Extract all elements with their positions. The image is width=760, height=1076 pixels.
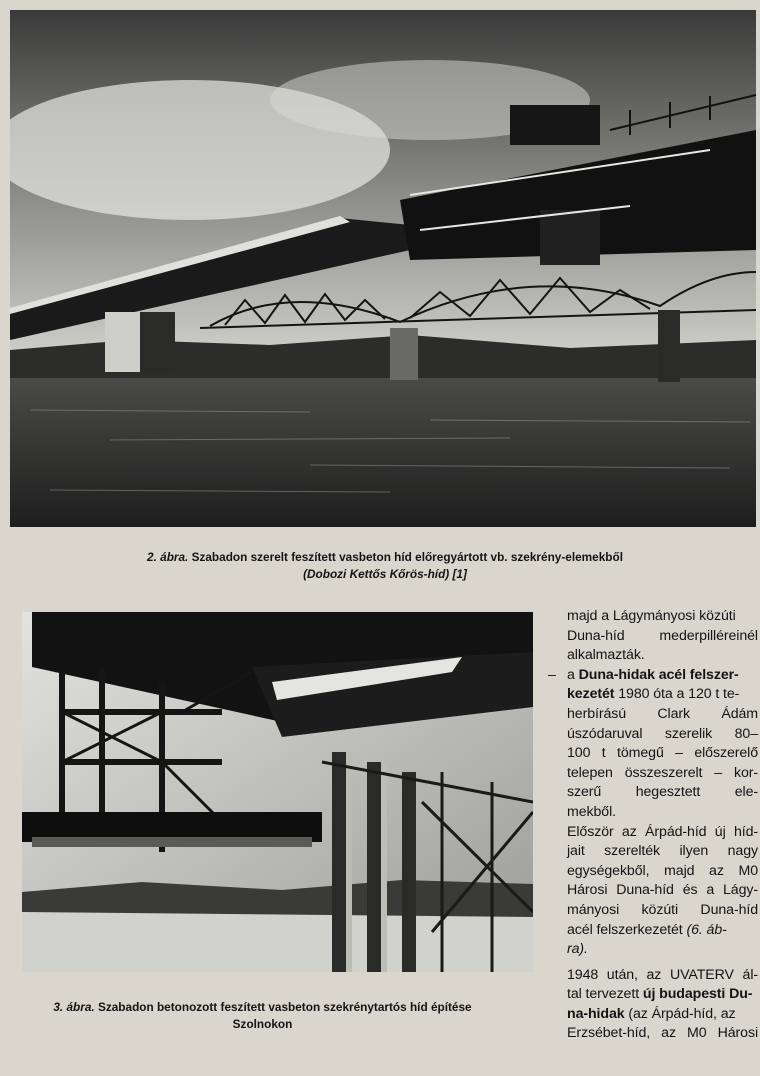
text-line: szerű hegesztett ele- <box>567 784 758 801</box>
text-line: majd a Lágymányosi közúti <box>567 608 736 624</box>
text-line: herbírású Clark Ádám <box>567 705 758 722</box>
text-line <box>540 1005 758 1025</box>
body-text-column <box>540 607 758 1044</box>
figure-2-caption-line1: Szabadon szerelt feszített vasbeton híd előregyártott vb. szekrény-elemekből <box>191 550 623 564</box>
bridge-photo-illustration <box>10 10 756 527</box>
construction-photo-illustration <box>22 612 533 972</box>
text-line: jait szerelték ilyen nagy <box>567 843 758 860</box>
figure-3-caption-line2: Szolnokon <box>232 1017 293 1031</box>
text-line: 100 t tömegű – előszerelő <box>567 745 758 762</box>
text-line: alkalmazták. <box>567 647 645 664</box>
text-fragment: acél felszerkezetét <box>567 921 687 938</box>
text-fragment: (az Árpád-híd, az <box>624 1005 736 1022</box>
figure-reference: ra). <box>567 941 588 958</box>
text-line: Hárosi Duna-híd és a Lágy- <box>567 882 758 899</box>
figure-3-photo <box>22 612 533 972</box>
list-item <box>540 666 758 686</box>
text-line: mekből. <box>567 803 616 820</box>
figure-3-caption-line1: Szabadon betonozott feszített vasbeton szekrénytartós híd építése <box>97 1000 472 1014</box>
text-line: Duna-híd mederpilléreinél <box>567 627 758 644</box>
figure-reference: (6. áb- <box>686 921 727 938</box>
list-dash: – <box>548 666 556 683</box>
figure-2-number: 2. ábra. <box>147 550 189 564</box>
text-fragment: a <box>567 666 579 683</box>
text-fragment: tal tervezett <box>567 986 643 1003</box>
text-line: telepen összeszerelt – kor- <box>567 764 758 781</box>
text-line: 1948 után, az UVATERV ál- <box>567 966 758 983</box>
text-line <box>540 985 758 1005</box>
figure-2-caption-line2: (Dobozi Kettős Kőrös-híd) [1] <box>303 567 467 581</box>
text-fragment: 1980 óta a 120 t te- <box>614 686 740 703</box>
text-line: Először az Árpád-híd új híd- <box>567 823 758 840</box>
bold-term: Duna-hidak acél felszer- <box>578 666 739 683</box>
figure-2-caption <box>60 549 710 583</box>
figure-2-photo <box>10 10 756 527</box>
text-line: úszódaruval szerelik 80– <box>567 725 758 742</box>
bold-term: na-hidak <box>567 1005 625 1022</box>
figure-3-caption <box>10 999 515 1033</box>
figure-3-number: 3. ábra. <box>53 1000 95 1014</box>
text-line <box>540 685 758 705</box>
text-line: egységekből, majd az M0 <box>567 862 758 879</box>
text-line: Erzsébet-híd, az M0 Hárosi <box>567 1025 758 1042</box>
bold-term: új budapesti Du- <box>642 986 753 1003</box>
text-line: mányosi közúti Duna-híd <box>567 901 758 918</box>
text-line <box>540 921 758 941</box>
bold-term: kezetét <box>567 686 615 703</box>
